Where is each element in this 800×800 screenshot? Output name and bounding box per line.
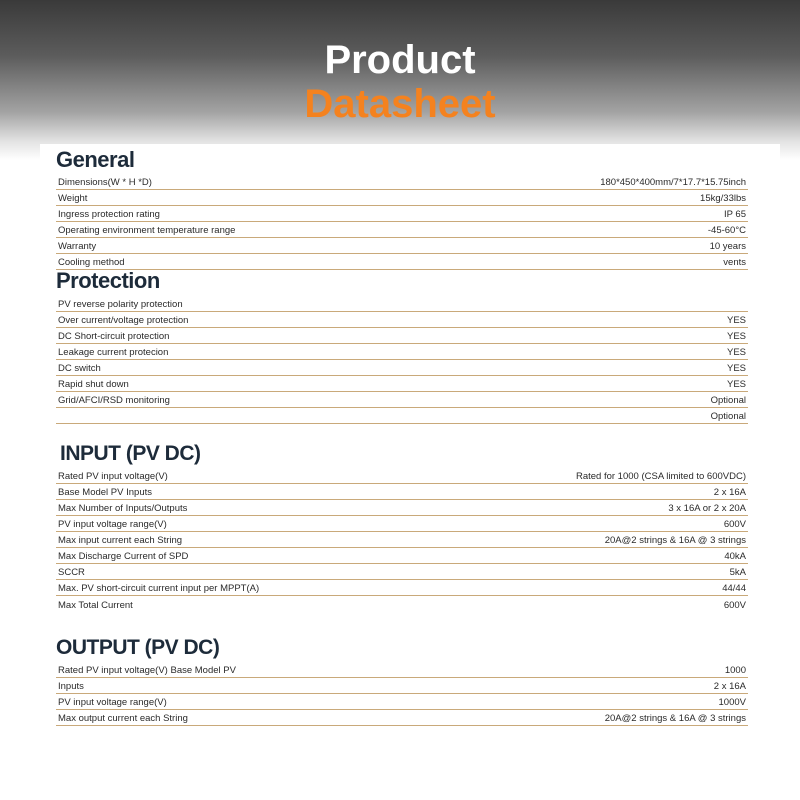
table-row bbox=[56, 174, 748, 190]
input-section bbox=[56, 440, 748, 612]
table-row bbox=[56, 206, 748, 222]
row-value: YES bbox=[726, 315, 746, 326]
header-title-line1: Product bbox=[324, 38, 476, 82]
section-title-general: General bbox=[56, 147, 135, 172]
row-value: YES bbox=[726, 347, 746, 358]
protection-section bbox=[56, 266, 748, 424]
row-value: 1000V bbox=[718, 697, 746, 708]
row-label: Max Total Current bbox=[58, 600, 133, 611]
row-label: Grid/AFCI/RSD monitoring bbox=[58, 395, 170, 406]
row-label: Leakage current protecion bbox=[58, 347, 169, 358]
row-label: Rated PV input voltage(V) Base Model PV bbox=[58, 665, 236, 676]
row-value: 1000 bbox=[724, 665, 746, 676]
table-row bbox=[56, 596, 748, 612]
section-title-input: INPUT (PV DC) bbox=[60, 442, 201, 465]
row-value: 2 x 16A bbox=[713, 681, 746, 692]
table-row bbox=[56, 238, 748, 254]
row-label: Base Model PV Inputs bbox=[58, 487, 152, 498]
header-banner bbox=[0, 0, 800, 160]
row-label: DC Short-circuit protection bbox=[58, 331, 170, 342]
row-label: Cooling method bbox=[58, 257, 125, 268]
table-row bbox=[56, 678, 748, 694]
row-label: Warranty bbox=[58, 241, 97, 252]
row-label: Max Number of Inputs/Outputs bbox=[58, 503, 188, 514]
row-value: 180*450*400mm/7*17.7*15.75inch bbox=[600, 177, 746, 188]
section-title-output: OUTPUT (PV DC) bbox=[56, 636, 220, 659]
table-row bbox=[56, 296, 748, 312]
row-label: Over current/voltage protection bbox=[58, 315, 189, 326]
row-value: 600V bbox=[723, 519, 746, 530]
section-title-protection: Protection bbox=[56, 268, 160, 293]
row-label: DC switch bbox=[58, 363, 101, 374]
row-value: 5kA bbox=[729, 567, 746, 578]
row-label: Max Discharge Current of SPD bbox=[58, 551, 189, 562]
row-label: PV reverse polarity protection bbox=[58, 299, 183, 310]
row-label: Max input current each String bbox=[58, 535, 183, 546]
table-row bbox=[56, 222, 748, 238]
row-label: PV input voltage range(V) bbox=[58, 697, 167, 708]
row-value: 10 years bbox=[709, 241, 746, 252]
row-value: Optional bbox=[710, 395, 746, 406]
table-row bbox=[56, 408, 748, 424]
row-label: Operating environment temperature range bbox=[58, 225, 236, 236]
row-value: IP 65 bbox=[723, 209, 746, 220]
row-value: 44/44 bbox=[722, 583, 746, 594]
table-row bbox=[56, 190, 748, 206]
general-section bbox=[56, 146, 748, 270]
row-value: 2 x 16A bbox=[713, 487, 746, 498]
table-row bbox=[56, 468, 748, 484]
row-value: 20A@2 strings & 16A @ 3 strings bbox=[604, 713, 746, 724]
table-row bbox=[56, 376, 748, 392]
row-label: Dimensions(W * H *D) bbox=[58, 177, 152, 188]
row-value: Rated for 1000 (CSA limited to 600VDC) bbox=[575, 471, 746, 482]
table-row bbox=[56, 564, 748, 580]
row-label: SCCR bbox=[58, 567, 85, 578]
output-section bbox=[56, 634, 748, 726]
row-value: YES bbox=[726, 363, 746, 374]
row-label: Inputs bbox=[58, 681, 84, 692]
table-row bbox=[56, 694, 748, 710]
table-row bbox=[56, 344, 748, 360]
row-value: 40kA bbox=[724, 551, 746, 562]
row-value: 20A@2 strings & 16A @ 3 strings bbox=[604, 535, 746, 546]
row-value: 600V bbox=[723, 600, 746, 611]
row-value: 15kg/33lbs bbox=[700, 193, 746, 204]
row-label: Max. PV short-circuit current input per MPPT(A) bbox=[58, 583, 260, 594]
row-value: Optional bbox=[710, 411, 746, 422]
row-value: vents bbox=[723, 257, 746, 268]
table-row bbox=[56, 392, 748, 408]
table-row bbox=[56, 548, 748, 564]
table-row bbox=[56, 580, 748, 596]
row-label: Ingress protection rating bbox=[58, 209, 160, 220]
table-row bbox=[56, 312, 748, 328]
header-title-line2: Datasheet bbox=[304, 82, 496, 126]
table-row bbox=[56, 710, 748, 726]
table-row bbox=[56, 500, 748, 516]
table-row bbox=[56, 360, 748, 376]
table-row bbox=[56, 328, 748, 344]
row-label: Rated PV input voltage(V) bbox=[58, 471, 168, 482]
row-label: Rapid shut down bbox=[58, 379, 129, 390]
row-label: Weight bbox=[58, 193, 88, 204]
row-value: YES bbox=[726, 379, 746, 390]
row-label: Max output current each String bbox=[58, 713, 188, 724]
row-value: YES bbox=[726, 331, 746, 342]
table-row bbox=[56, 532, 748, 548]
table-row bbox=[56, 484, 748, 500]
row-label: PV input voltage range(V) bbox=[58, 519, 167, 530]
row-value: 3 x 16A or 2 x 20A bbox=[668, 503, 746, 514]
row-value: -45-60°C bbox=[707, 225, 746, 236]
table-row bbox=[56, 516, 748, 532]
table-row bbox=[56, 662, 748, 678]
